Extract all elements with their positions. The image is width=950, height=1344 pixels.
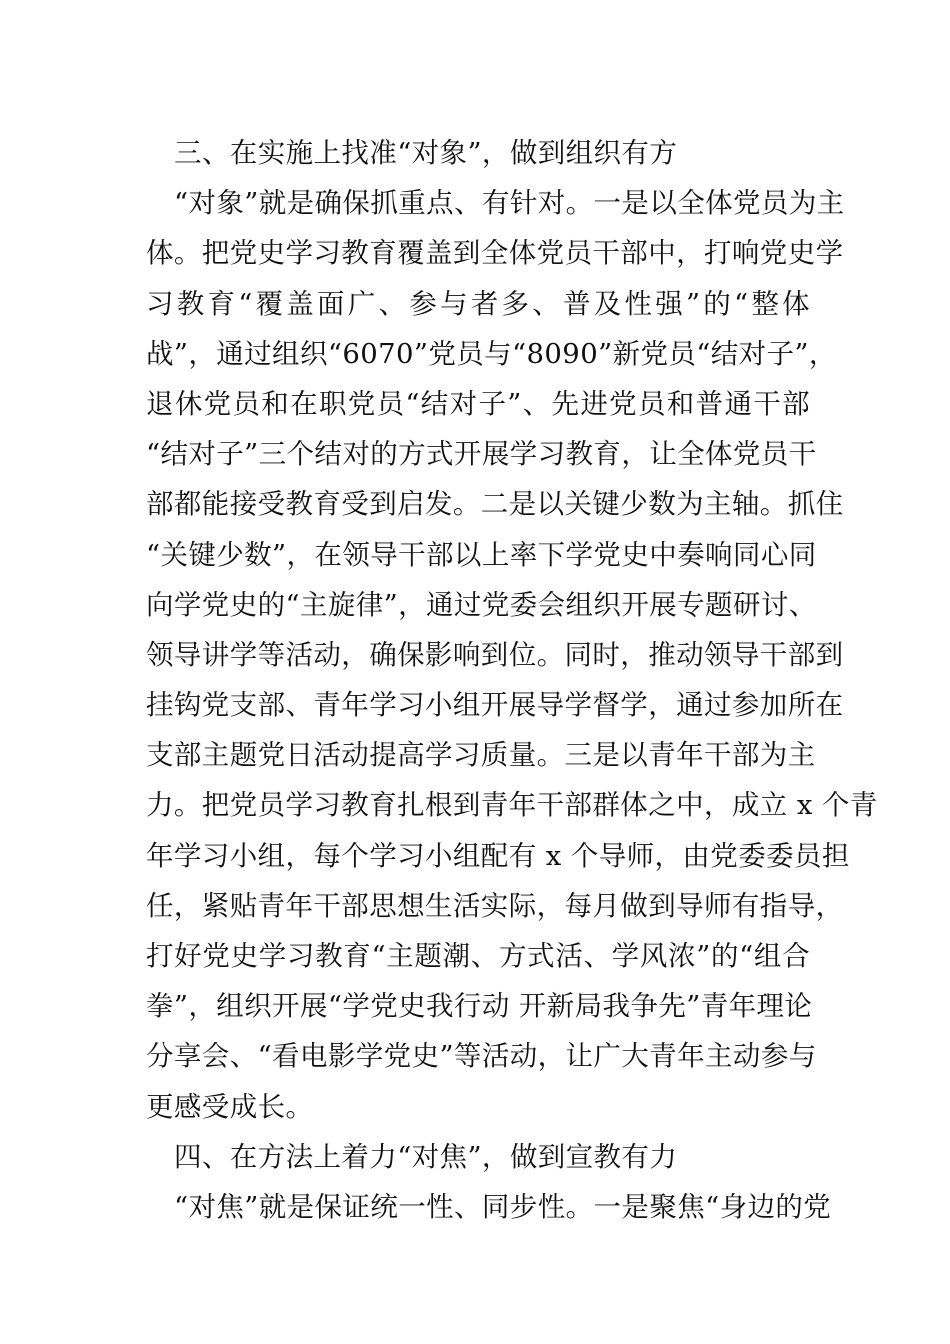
section-heading-4: 四、在方法上着力“对焦”，做到宣教有力 [174, 1140, 678, 1173]
paragraph-line: 打好党史学习教育“主题潮、方式活、学风浓”的“组合 [146, 940, 810, 972]
paragraph-line: “关键少数”，在领导干部以上率下学党史中奏响同心同 [146, 538, 817, 571]
paragraph-line: 部都能接受教育受到启发。二是以关键少数为主轴。抓住 [146, 488, 844, 521]
section-heading-3: 三、在实施上找准“对象”，做到组织有方 [174, 137, 678, 169]
paragraph-line: 退休党员和在职党员“结对子”、先进党员和普通干部 [146, 387, 810, 420]
document-body [146, 128, 878, 1232]
paragraph-line: “对焦”就是保证统一性、同步性。一是聚焦“身边的党 [174, 1190, 832, 1223]
paragraph-line: 领导讲学等活动，确保影响到位。同时，推动领导干部到 [146, 638, 844, 671]
paragraph-line: 向学党史的“主旋律”，通过党委会组织开展专题研讨、 [146, 588, 817, 621]
paragraph-line: 支部主题党日活动提高学习质量。三是以青年干部为主 [146, 739, 816, 772]
paragraph-line: 任，紧贴青年干部思想生活实际，每月做到导师有指导， [146, 889, 844, 922]
paragraph-line: 习教育“覆盖面广、参与者多、普及性强”的“整体 [146, 287, 810, 320]
paragraph-line: 年学习小组，每个学习小组配有 x 个导师，由党委委员担 [146, 839, 850, 872]
paragraph-line: 分享会、“看电影学党史”等活动，让广大青年主动参与 [146, 1040, 817, 1073]
paragraph-line: 体。把党史学习教育覆盖到全体党员干部中，打响党史学 [146, 237, 844, 270]
paragraph-line: 拳”，组织开展“学党史我行动 开新局我争先”青年理论 [146, 990, 813, 1023]
paragraph-line: “对象”就是确保抓重点、有针对。一是以全体党员为主 [174, 187, 845, 220]
paragraph-line: 力。把党员学习教育扎根到青年干部群体之中，成立 x 个青 [146, 789, 878, 822]
paragraph-line: 战”，通过组织“6070”党员与“8090”新党员“结对子”， [146, 337, 837, 370]
paragraph-line-last: 更感受成长。 [146, 1090, 314, 1123]
paragraph-line: “结对子”三个结对的方式开展学习教育，让全体党员干 [146, 438, 817, 471]
paragraph-line: 挂钩党支部、青年学习小组开展导学督学，通过参加所在 [146, 689, 844, 722]
